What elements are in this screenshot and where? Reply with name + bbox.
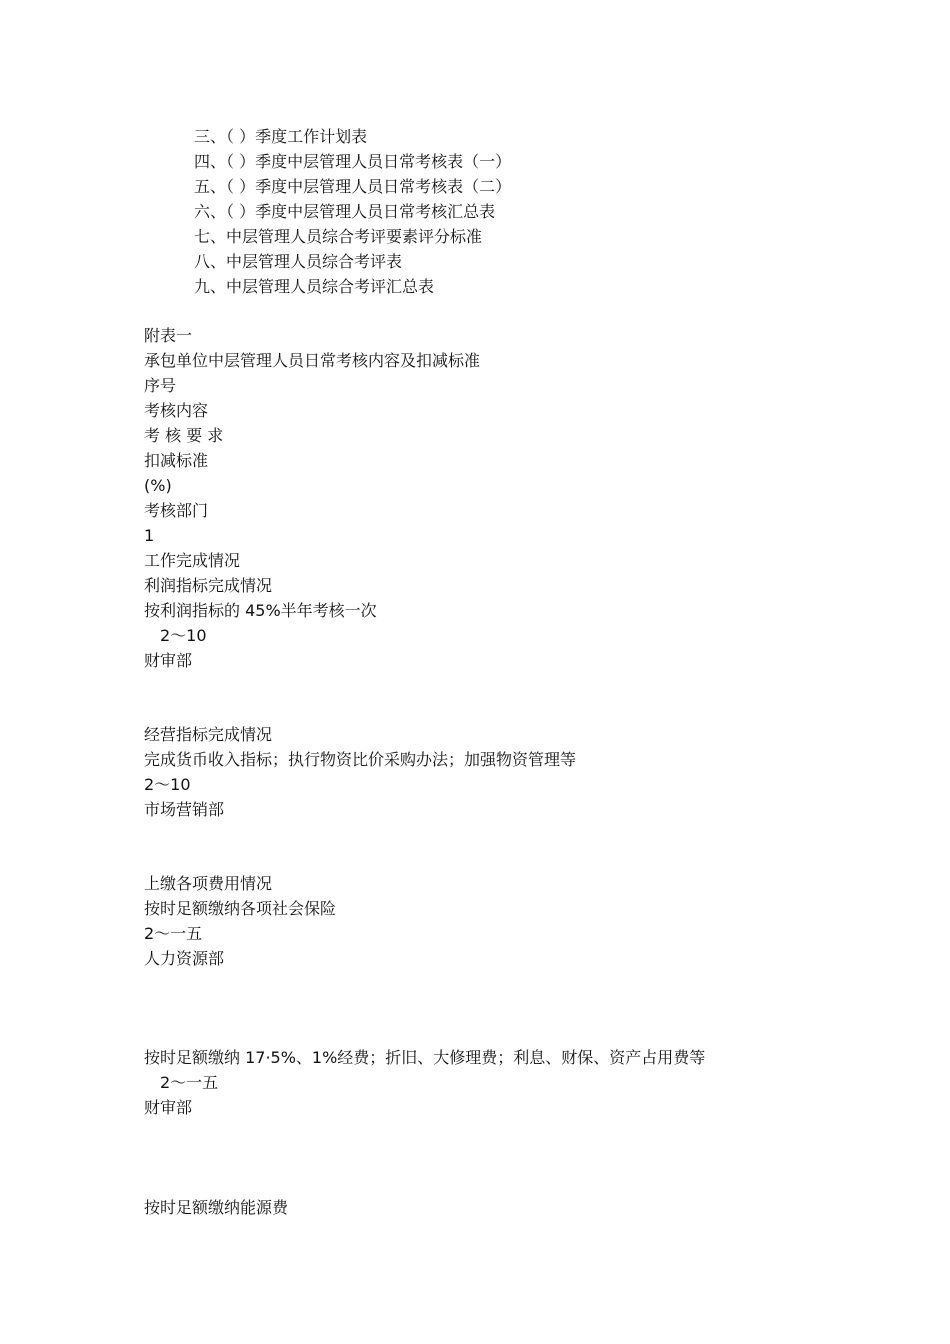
header-deduction-unit: (%): [144, 476, 172, 495]
row5-requirement: 按时足额缴纳能源费: [144, 1198, 289, 1217]
row3-range: 2～一五: [144, 924, 203, 943]
toc-item-8: 八、中层管理人员综合考评表: [194, 252, 403, 271]
toc-item-5: 五、（ ）季度中层管理人员日常考核表（二）: [194, 177, 512, 196]
row4-requirement: 按时足额缴纳 17·5%、1%经费；折旧、大修理费；利息、财保、资产占用费等: [144, 1048, 706, 1067]
header-deduction: 扣减标准: [144, 451, 209, 470]
row4-dept: 财审部: [144, 1098, 193, 1117]
row3-dept: 人力资源部: [144, 949, 225, 968]
header-department: 考核部门: [144, 501, 209, 520]
header-requirement: 考 核 要 求: [144, 426, 224, 445]
toc-item-3: 三、（ ）季度工作计划表: [194, 127, 368, 146]
row2-range: 2～10: [144, 775, 191, 794]
row4-range: 2～一五: [160, 1073, 219, 1092]
toc-item-7: 七、中层管理人员综合考评要素评分标准: [194, 227, 483, 246]
row3-item: 上缴各项费用情况: [144, 874, 273, 893]
row2-dept: 市场营销部: [144, 800, 225, 819]
row1-item: 利润指标完成情况: [144, 576, 273, 595]
row1-category: 工作完成情况: [144, 551, 241, 570]
row2-item: 经营指标完成情况: [144, 725, 273, 744]
appendix-title: 承包单位中层管理人员日常考核内容及扣减标准: [144, 351, 481, 370]
row1-requirement: 按利润指标的 45%半年考核一次: [144, 601, 377, 620]
row2-requirement: 完成货币收入指标；执行物资比价采购办法；加强物资管理等: [144, 750, 577, 769]
row1-range: 2～10: [160, 626, 207, 645]
header-seq: 序号: [144, 376, 177, 395]
header-content: 考核内容: [144, 401, 209, 420]
row3-requirement: 按时足额缴纳各项社会保险: [144, 899, 337, 918]
row1-dept: 财审部: [144, 651, 193, 670]
appendix-label: 附表一: [144, 326, 193, 345]
row1-seq: 1: [144, 526, 155, 545]
toc-item-9: 九、中层管理人员综合考评汇总表: [194, 277, 435, 296]
toc-item-6: 六、（ ）季度中层管理人员日常考核汇总表: [194, 202, 496, 221]
toc-item-4: 四、（ ）季度中层管理人员日常考核表（一）: [194, 152, 512, 171]
